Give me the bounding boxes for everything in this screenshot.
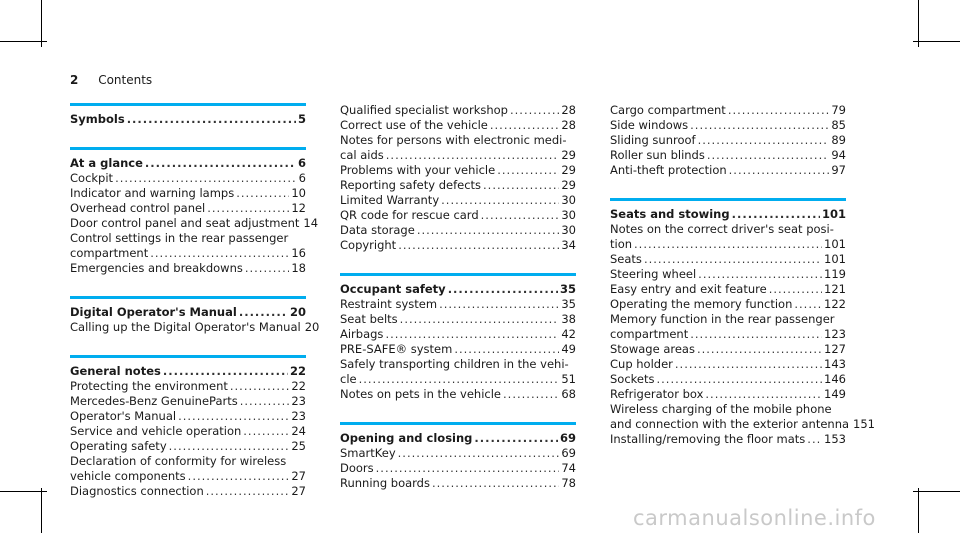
toc-entry-title: Qualified specialist workshop bbox=[340, 103, 508, 117]
dot-leader bbox=[386, 148, 560, 163]
toc-page-number: 49 bbox=[561, 342, 576, 356]
toc-section-heading[interactable] bbox=[70, 305, 306, 320]
toc-page-number: 101 bbox=[824, 237, 846, 251]
toc-entry-title: Cockpit bbox=[70, 171, 114, 185]
dot-leader bbox=[145, 156, 296, 171]
dot-leader bbox=[359, 372, 560, 387]
toc-page-number: 51 bbox=[561, 372, 576, 386]
toc-entry-title: Operator's Manual bbox=[70, 409, 177, 423]
toc-entry[interactable] bbox=[340, 193, 576, 208]
toc-entry[interactable] bbox=[70, 409, 306, 424]
dot-leader bbox=[240, 394, 290, 409]
toc-entry-title: Reporting safety defects bbox=[340, 178, 482, 192]
toc-entry[interactable] bbox=[70, 201, 306, 216]
toc-entry-title: Emergencies and breakdowns bbox=[70, 261, 243, 275]
toc-entry-line: Memory function in the rear passenger bbox=[610, 312, 835, 326]
crop-mark bbox=[41, 488, 42, 533]
toc-page-number: 22 bbox=[289, 364, 306, 378]
toc-section-heading[interactable] bbox=[340, 431, 576, 446]
toc-entry-title: Roller sun blinds bbox=[610, 148, 705, 162]
toc-page-number: 79 bbox=[831, 103, 846, 117]
toc-entry-title: Operating safety bbox=[70, 439, 167, 453]
toc-entry[interactable] bbox=[70, 394, 306, 409]
dot-leader bbox=[432, 476, 559, 491]
toc-entry-title: Diagnostics connection bbox=[70, 484, 204, 498]
dot-leader bbox=[150, 246, 289, 261]
dot-leader bbox=[705, 387, 822, 402]
toc-section-heading[interactable] bbox=[610, 207, 846, 222]
dot-leader bbox=[510, 103, 559, 118]
toc-entry-title: and connection with the exterior antenna bbox=[610, 417, 850, 431]
dot-leader bbox=[206, 484, 290, 499]
toc-section-heading[interactable] bbox=[70, 112, 306, 127]
dot-leader bbox=[707, 148, 830, 163]
toc-entry-title: Notes on pets in the vehicle bbox=[340, 387, 502, 401]
toc-entry[interactable] bbox=[610, 267, 846, 282]
toc-entry[interactable] bbox=[340, 118, 576, 133]
toc-entry[interactable] bbox=[70, 171, 306, 186]
toc-page-number: 27 bbox=[291, 469, 306, 483]
toc-entry[interactable] bbox=[70, 484, 306, 499]
toc-entry[interactable] bbox=[610, 432, 846, 447]
dot-leader bbox=[230, 379, 289, 394]
crop-mark bbox=[0, 41, 47, 42]
dot-leader bbox=[169, 439, 290, 454]
toc-page-number: 146 bbox=[824, 372, 846, 386]
toc-entry-title: vehicle components bbox=[70, 469, 186, 483]
toc-section bbox=[340, 103, 576, 253]
toc-entry-title: Door control panel and seat adjustment bbox=[70, 216, 300, 230]
crop-mark bbox=[41, 0, 42, 47]
toc-section bbox=[70, 103, 306, 127]
toc-entry[interactable] bbox=[340, 223, 576, 238]
dot-leader bbox=[728, 103, 830, 118]
toc-entry-title: Calling up the Digital Operator's Manual bbox=[70, 320, 301, 334]
dot-leader bbox=[454, 342, 559, 357]
toc-entry-title: Symbols bbox=[70, 112, 125, 126]
dot-leader bbox=[398, 446, 560, 461]
page-title: Contents bbox=[98, 73, 153, 87]
toc-page-number: 30 bbox=[561, 223, 576, 237]
toc-entry-title: Correct use of the vehicle bbox=[340, 118, 488, 132]
toc-entry-title: Overhead control panel bbox=[70, 201, 206, 215]
toc-page-number: 143 bbox=[824, 357, 846, 371]
toc-entry-line: Safely transporting children in the vehi- bbox=[340, 357, 569, 371]
dot-leader bbox=[245, 261, 290, 276]
toc-entry[interactable] bbox=[610, 297, 846, 312]
toc-entry[interactable] bbox=[340, 372, 576, 387]
dot-leader bbox=[127, 112, 296, 127]
toc-page-number: 20 bbox=[304, 320, 320, 334]
toc-page-number: 6 bbox=[297, 156, 306, 170]
toc-entry[interactable] bbox=[340, 238, 576, 253]
toc-page-number: 23 bbox=[291, 394, 306, 408]
toc-section bbox=[340, 273, 576, 402]
toc-entry[interactable] bbox=[610, 327, 846, 342]
dot-leader bbox=[729, 163, 830, 178]
toc-page-number: 123 bbox=[824, 327, 846, 341]
toc-column-1 bbox=[70, 103, 320, 519]
toc-entry[interactable] bbox=[340, 148, 576, 163]
toc-entry-title: Protecting the environment bbox=[70, 379, 228, 393]
dot-leader bbox=[634, 237, 822, 252]
toc-page-number: 14 bbox=[303, 216, 319, 230]
toc-page-number: 29 bbox=[561, 163, 576, 177]
toc-entry-title: Problems with your vehicle bbox=[340, 163, 496, 177]
toc-entry-title: Cup holder bbox=[610, 357, 673, 371]
toc-entry-title: Seat belts bbox=[340, 312, 398, 326]
toc-page-number: 30 bbox=[561, 193, 576, 207]
toc-entry-title: compartment bbox=[610, 327, 689, 341]
dot-leader bbox=[690, 327, 822, 342]
toc-entry-line: Wireless charging of the mobile phone bbox=[610, 402, 832, 416]
toc-page-number: 89 bbox=[831, 133, 846, 147]
dot-leader bbox=[417, 223, 560, 238]
toc-page-number: 38 bbox=[561, 312, 576, 326]
toc-section bbox=[70, 296, 320, 335]
toc-section-heading[interactable] bbox=[340, 282, 576, 297]
toc-page-number: 122 bbox=[824, 297, 846, 311]
toc-page-number: 22 bbox=[291, 379, 306, 393]
toc-section bbox=[340, 422, 576, 491]
toc-entry[interactable] bbox=[610, 133, 846, 148]
dot-leader bbox=[441, 193, 559, 208]
dot-leader bbox=[376, 461, 560, 476]
toc-entry-title: Cargo compartment bbox=[610, 103, 726, 117]
toc-page-number: 78 bbox=[561, 476, 576, 490]
dot-leader bbox=[698, 133, 830, 148]
toc-entry-line: Control settings in the rear passenger bbox=[70, 231, 289, 245]
toc-entry[interactable] bbox=[340, 327, 576, 342]
dot-leader bbox=[794, 297, 822, 312]
crop-mark bbox=[913, 491, 960, 492]
toc-entry[interactable] bbox=[610, 387, 846, 402]
dot-leader bbox=[115, 171, 297, 186]
toc-entry-title: Stowage areas bbox=[610, 342, 695, 356]
toc-entry[interactable] bbox=[70, 469, 306, 484]
toc-entry-title: cle bbox=[340, 372, 357, 386]
toc-entry-line: Declaration of conformity for wireless bbox=[70, 454, 287, 468]
toc-entry-title: Data storage bbox=[340, 223, 415, 237]
dot-leader bbox=[239, 305, 288, 320]
toc-entry[interactable] bbox=[70, 320, 320, 335]
toc-entry[interactable] bbox=[610, 372, 846, 387]
crop-mark bbox=[918, 0, 919, 47]
watermark: carmanualsonline.info bbox=[633, 506, 876, 530]
dot-leader bbox=[448, 282, 558, 297]
dot-leader bbox=[497, 163, 559, 178]
toc-entry-title: Refrigerator box bbox=[610, 387, 704, 401]
toc-section bbox=[70, 355, 306, 499]
dot-leader bbox=[769, 282, 822, 297]
toc-entry-title: cal aids bbox=[340, 148, 384, 162]
toc-entry[interactable] bbox=[70, 246, 306, 261]
dot-leader bbox=[656, 372, 822, 387]
toc-entry-title: Mercedes-Benz GenuineParts bbox=[70, 394, 238, 408]
dot-leader bbox=[503, 387, 559, 402]
crop-mark bbox=[0, 491, 47, 492]
dot-leader bbox=[163, 364, 288, 379]
dot-leader bbox=[439, 297, 559, 312]
toc-entry-title: Installing/removing the floor mats bbox=[610, 432, 806, 446]
toc-page-number: 5 bbox=[297, 112, 306, 126]
toc-entry[interactable] bbox=[340, 342, 576, 357]
toc-page-number: 18 bbox=[291, 261, 306, 275]
toc-page-number: 6 bbox=[298, 171, 306, 185]
toc-entry[interactable] bbox=[340, 461, 576, 476]
toc-page-number: 25 bbox=[291, 439, 306, 453]
dot-leader bbox=[732, 207, 820, 222]
toc-entry[interactable] bbox=[610, 282, 846, 297]
toc-page-number: 24 bbox=[291, 424, 306, 438]
toc-page-number: 68 bbox=[561, 387, 576, 401]
toc-page-number: 101 bbox=[824, 252, 846, 266]
toc-page-number: 30 bbox=[561, 208, 576, 222]
dot-leader bbox=[474, 431, 558, 446]
dot-leader bbox=[243, 424, 289, 439]
toc-section bbox=[610, 103, 846, 178]
toc-entry-title: Sockets bbox=[610, 372, 655, 386]
toc-section bbox=[610, 198, 875, 447]
toc-section-heading[interactable] bbox=[70, 156, 306, 171]
toc-page-number: 34 bbox=[561, 238, 576, 252]
toc-page-number: 16 bbox=[291, 246, 306, 260]
toc-entry[interactable] bbox=[610, 417, 875, 432]
toc-entry-title: Running boards bbox=[340, 476, 430, 490]
toc-page-number: 29 bbox=[561, 148, 576, 162]
toc-entry[interactable] bbox=[70, 261, 306, 276]
dot-leader bbox=[207, 201, 289, 216]
toc-page-number: 42 bbox=[561, 327, 576, 341]
toc-entry[interactable] bbox=[610, 237, 846, 252]
toc-page-number: 94 bbox=[831, 148, 846, 162]
toc-section-heading[interactable] bbox=[70, 364, 306, 379]
toc-entry[interactable] bbox=[340, 297, 576, 312]
dot-leader bbox=[483, 178, 559, 193]
toc-entry-title: Easy entry and exit feature bbox=[610, 282, 767, 296]
toc-page-number: 74 bbox=[561, 461, 576, 475]
toc-column-3 bbox=[610, 103, 875, 467]
toc-entry[interactable] bbox=[340, 208, 576, 223]
toc-page-number: 151 bbox=[853, 417, 875, 431]
toc-entry-line: Notes for persons with electronic medi- bbox=[340, 133, 567, 147]
toc-entry[interactable] bbox=[340, 446, 576, 461]
dot-leader bbox=[481, 208, 560, 223]
toc-entry-title: Occupant safety bbox=[340, 282, 446, 296]
dot-leader bbox=[490, 118, 559, 133]
toc-page-number: 35 bbox=[561, 297, 576, 311]
dot-leader bbox=[398, 238, 559, 253]
toc-entry[interactable] bbox=[610, 252, 846, 267]
toc-entry-title: Seats and stowing bbox=[610, 207, 730, 221]
toc-entry-title: Doors bbox=[340, 461, 374, 475]
toc-page-number: 119 bbox=[824, 267, 846, 281]
toc-section bbox=[70, 147, 319, 276]
toc-entry-title: Limited Warranty bbox=[340, 193, 440, 207]
toc-entry-title: PRE-SAFE® system bbox=[340, 342, 453, 356]
toc-entry[interactable] bbox=[70, 216, 319, 231]
toc-entry-title: tion bbox=[610, 237, 633, 251]
toc-entry[interactable] bbox=[610, 118, 846, 133]
toc-page-number: 149 bbox=[824, 387, 846, 401]
toc-page-number: 85 bbox=[831, 118, 846, 132]
toc-entry[interactable] bbox=[340, 178, 576, 193]
dot-leader bbox=[188, 469, 290, 484]
toc-entry-title: Indicator and warning lamps bbox=[70, 186, 235, 200]
toc-entry-title: Digital Operator's Manual bbox=[70, 305, 237, 319]
toc-entry-title: Restraint system bbox=[340, 297, 438, 311]
dot-leader bbox=[675, 357, 822, 372]
crop-mark bbox=[918, 488, 919, 533]
toc-page-number: 20 bbox=[289, 305, 306, 319]
toc-page-number: 69 bbox=[559, 431, 576, 445]
toc-column-2 bbox=[340, 103, 576, 511]
toc-entry[interactable] bbox=[70, 439, 306, 454]
toc-entry-title: compartment bbox=[70, 246, 149, 260]
toc-page-number: 29 bbox=[561, 178, 576, 192]
toc-page-number: 12 bbox=[291, 201, 306, 215]
toc-page-number: 101 bbox=[821, 207, 846, 221]
toc-page-number: 35 bbox=[559, 282, 576, 296]
toc-entry[interactable] bbox=[70, 424, 306, 439]
toc-entry-title: Opening and closing bbox=[340, 431, 473, 445]
toc-entry-title: Side windows bbox=[610, 118, 689, 132]
toc-entry-title: Seats bbox=[610, 252, 642, 266]
toc-page-number: 27 bbox=[291, 484, 306, 498]
toc-entry-title: Anti-theft protection bbox=[610, 163, 727, 177]
dot-leader bbox=[644, 252, 822, 267]
toc-entry[interactable] bbox=[610, 342, 846, 357]
crop-mark bbox=[913, 41, 960, 42]
toc-page-number: 69 bbox=[561, 446, 576, 460]
toc-entry-title: Sliding sunroof bbox=[610, 133, 696, 147]
toc-entry-title: SmartKey bbox=[340, 446, 396, 460]
toc-entry[interactable] bbox=[340, 387, 576, 402]
toc-entry[interactable] bbox=[340, 163, 576, 178]
toc-page-number: 23 bbox=[291, 409, 306, 423]
toc-entry-title: Service and vehicle operation bbox=[70, 424, 242, 438]
toc-entry[interactable] bbox=[70, 379, 306, 394]
toc-entry[interactable] bbox=[610, 357, 846, 372]
toc-entry[interactable] bbox=[610, 163, 846, 178]
dot-leader bbox=[698, 267, 822, 282]
toc-entry-title: QR code for rescue card bbox=[340, 208, 479, 222]
toc-entry-title: Airbags bbox=[340, 327, 384, 341]
toc-page-number: 121 bbox=[824, 282, 846, 296]
toc-entry[interactable] bbox=[610, 103, 846, 118]
toc-page-number: 97 bbox=[831, 163, 846, 177]
toc-entry-title: Steering wheel bbox=[610, 267, 697, 281]
dot-leader bbox=[807, 432, 822, 447]
toc-entry-title: Copyright bbox=[340, 238, 397, 252]
toc-page-number: 127 bbox=[824, 342, 846, 356]
dot-leader bbox=[697, 342, 822, 357]
dot-leader bbox=[178, 409, 289, 424]
toc-entry[interactable] bbox=[70, 186, 306, 201]
toc-page-number: 28 bbox=[561, 103, 576, 117]
dot-leader bbox=[236, 186, 289, 201]
toc-entry-title: Operating the memory function bbox=[610, 297, 793, 311]
page-header bbox=[70, 73, 152, 87]
toc-page-number: 10 bbox=[291, 186, 306, 200]
toc-page-number: 153 bbox=[824, 432, 846, 446]
toc-entry[interactable] bbox=[610, 148, 846, 163]
dot-leader bbox=[690, 118, 829, 133]
toc-entry[interactable] bbox=[340, 103, 576, 118]
toc-entry[interactable] bbox=[340, 312, 576, 327]
toc-entry-title: General notes bbox=[70, 364, 161, 378]
toc-entry-line: Notes on the correct driver's seat posi- bbox=[610, 222, 834, 236]
dot-leader bbox=[385, 327, 559, 342]
toc-page-number: 28 bbox=[561, 118, 576, 132]
toc-entry-title: At a glance bbox=[70, 156, 143, 170]
page-number: 2 bbox=[70, 73, 79, 87]
toc-entry[interactable] bbox=[340, 476, 576, 491]
dot-leader bbox=[400, 312, 560, 327]
